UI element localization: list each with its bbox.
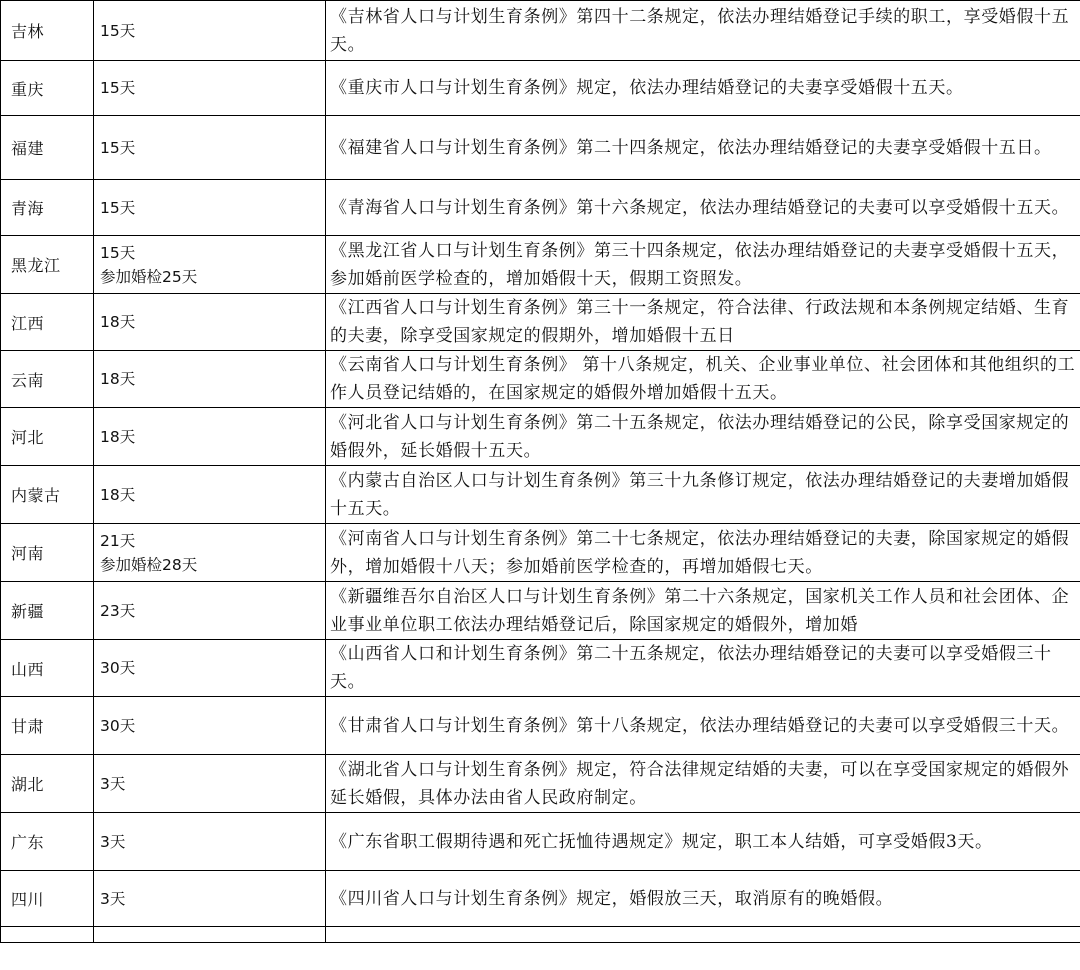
leave-days-text: 15天 bbox=[100, 243, 136, 262]
regulation-description-text: 《甘肃省人口与计划生育条例》第十八条规定，依法办理结婚登记的夫妻可以享受婚假三十天。 bbox=[330, 715, 1070, 736]
table-row bbox=[1, 61, 1080, 116]
province-cell: 江西 bbox=[1, 294, 94, 351]
province-cell: 湖北 bbox=[1, 755, 94, 813]
leave-days-cell bbox=[94, 697, 326, 755]
leave-days-cell bbox=[94, 755, 326, 813]
leave-days-cell bbox=[94, 871, 326, 927]
leave-days-cell bbox=[94, 351, 326, 408]
leave-days-text: 30天 bbox=[100, 716, 136, 735]
province-cell: 广东 bbox=[1, 813, 94, 871]
leave-days-text: 15天 bbox=[100, 138, 136, 157]
table-row bbox=[1, 640, 1080, 697]
table-row bbox=[1, 236, 1080, 294]
table-row bbox=[1, 524, 1080, 582]
regulation-description-cell bbox=[326, 1, 1080, 61]
leave-days-cell bbox=[94, 236, 326, 294]
province-cell bbox=[1, 927, 94, 943]
regulation-description-text: 《四川省人口与计划生育条例》规定，婚假放三天，取消原有的晚婚假。 bbox=[330, 888, 894, 909]
regulation-description-cell bbox=[326, 408, 1080, 466]
province-cell: 河南 bbox=[1, 524, 94, 582]
province-cell: 福建 bbox=[1, 116, 94, 180]
leave-days-text: 3天 bbox=[100, 889, 126, 908]
regulation-description-cell bbox=[326, 351, 1080, 408]
leave-days-text: 15天 bbox=[100, 198, 136, 217]
regulation-description-cell bbox=[326, 697, 1080, 755]
regulation-description-text: 《广东省职工假期待遇和死亡抚恤待遇规定》规定，职工本人结婚，可享受婚假3天。 bbox=[330, 831, 993, 852]
regulation-description-text: 《河北省人口与计划生育条例》第二十五条规定，依法办理结婚登记的公民，除享受国家规定的婚假外，延长婚假十五天。 bbox=[330, 412, 1070, 461]
leave-days-text: 3天 bbox=[100, 774, 126, 793]
table-row bbox=[1, 1, 1080, 61]
regulation-description-cell bbox=[326, 813, 1080, 871]
table-row bbox=[1, 466, 1080, 524]
regulation-description-text: 《黑龙江省人口与计划生育条例》第三十四条规定，依法办理结婚登记的夫妻享受婚假十五天，参加婚前医学检查的，增加婚假十天，假期工资照发。 bbox=[330, 240, 1070, 289]
leave-days-text: 3天 bbox=[100, 832, 126, 851]
table-row bbox=[1, 927, 1080, 943]
leave-days-text: 18天 bbox=[100, 485, 136, 504]
regulation-description-cell bbox=[326, 871, 1080, 927]
province-cell: 重庆 bbox=[1, 61, 94, 116]
regulation-description-cell bbox=[326, 61, 1080, 116]
leave-days-text: 30天 bbox=[100, 659, 136, 677]
leave-days-text: 23天 bbox=[100, 601, 136, 620]
table-row bbox=[1, 755, 1080, 813]
regulation-description-cell bbox=[326, 755, 1080, 813]
leave-days-text: 15天 bbox=[100, 79, 136, 97]
table-row bbox=[1, 871, 1080, 927]
leave-days-text: 21天 bbox=[100, 531, 136, 550]
province-cell: 甘肃 bbox=[1, 697, 94, 755]
table-body bbox=[1, 1, 1080, 943]
table-row bbox=[1, 351, 1080, 408]
table-row bbox=[1, 180, 1080, 236]
leave-days-cell bbox=[94, 294, 326, 351]
regulation-description-text: 《湖北省人口与计划生育条例》规定，符合法律规定结婚的夫妻，可以在享受国家规定的婚假外延长婚假，具体办法由省人民政府制定。 bbox=[330, 759, 1070, 808]
leave-days-text: 15天 bbox=[100, 21, 136, 40]
regulation-description-cell bbox=[326, 582, 1080, 640]
table-row bbox=[1, 408, 1080, 466]
province-cell: 四川 bbox=[1, 871, 94, 927]
province-cell: 黑龙江 bbox=[1, 236, 94, 294]
table-row bbox=[1, 813, 1080, 871]
regulation-description-cell bbox=[326, 927, 1080, 943]
regulation-description-text: 《青海省人口与计划生育条例》第十六条规定，依法办理结婚登记的夫妻可以享受婚假十五天。 bbox=[330, 197, 1070, 218]
leave-days-cell bbox=[94, 180, 326, 236]
leave-days-cell bbox=[94, 116, 326, 180]
leave-days-cell bbox=[94, 408, 326, 466]
leave-days-cell bbox=[94, 61, 326, 116]
regulation-description-cell bbox=[326, 466, 1080, 524]
regulation-description-cell bbox=[326, 294, 1080, 351]
province-cell: 内蒙古 bbox=[1, 466, 94, 524]
regulation-description-text: 《河南省人口与计划生育条例》第二十七条规定，依法办理结婚登记的夫妻，除国家规定的婚假外，增加婚假十八天；参加婚前医学检查的，再增加婚假七天。 bbox=[330, 528, 1070, 577]
leave-days-text: 18天 bbox=[100, 370, 136, 388]
regulation-description-text: 《吉林省人口与计划生育条例》第四十二条规定，依法办理结婚登记手续的职工，享受婚假十五天。 bbox=[330, 6, 1070, 55]
province-cell: 吉林 bbox=[1, 1, 94, 61]
table-row bbox=[1, 116, 1080, 180]
leave-days-cell bbox=[94, 466, 326, 524]
leave-days-text: 参加婚检28天 bbox=[100, 555, 198, 574]
regulation-description-cell bbox=[326, 180, 1080, 236]
leave-days-cell bbox=[94, 582, 326, 640]
leave-days-text: 18天 bbox=[100, 313, 136, 331]
province-cell: 云南 bbox=[1, 351, 94, 408]
leave-days-text: 参加婚检25天 bbox=[100, 267, 198, 286]
regulation-description-text: 《云南省人口与计划生育条例》 第十八条规定，机关、企业事业单位、社会团体和其他组织的工作人员登记结婚的，在国家规定的婚假外增加婚假十五天。 bbox=[330, 355, 1076, 403]
leave-days-cell bbox=[94, 813, 326, 871]
regulation-description-text: 《山西省人口和计划生育条例》第二十五条规定，依法办理结婚登记的夫妻可以享受婚假三十天。 bbox=[330, 644, 1052, 692]
regulation-description-cell bbox=[326, 640, 1080, 697]
regulation-description-text: 《新疆维吾尔自治区人口与计划生育条例》第二十六条规定，国家机关工作人员和社会团体、企业事业单位职工依法办理结婚登记后，除国家规定的婚假外，增加婚 bbox=[330, 586, 1070, 635]
leave-days-cell bbox=[94, 640, 326, 697]
province-cell: 山西 bbox=[1, 640, 94, 697]
table-row bbox=[1, 582, 1080, 640]
regulation-description-cell bbox=[326, 524, 1080, 582]
leave-days-cell bbox=[94, 524, 326, 582]
regulation-description-text: 《福建省人口与计划生育条例》第二十四条规定，依法办理结婚登记的夫妻享受婚假十五日。 bbox=[330, 137, 1052, 158]
leave-days-text: 18天 bbox=[100, 427, 136, 446]
table-row bbox=[1, 294, 1080, 351]
regulation-description-cell bbox=[326, 236, 1080, 294]
regulation-description-cell bbox=[326, 116, 1080, 180]
leave-days-cell bbox=[94, 1, 326, 61]
table-row bbox=[1, 697, 1080, 755]
province-cell: 新疆 bbox=[1, 582, 94, 640]
province-cell: 青海 bbox=[1, 180, 94, 236]
regulation-description-text: 《内蒙古自治区人口与计划生育条例》第三十九条修订规定，依法办理结婚登记的夫妻增加婚假十五天。 bbox=[330, 470, 1070, 519]
regulation-description-text: 《江西省人口与计划生育条例》第三十一条规定，符合法律、行政法规和本条例规定结婚、生育的夫妻，除享受国家规定的假期外，增加婚假十五日 bbox=[330, 298, 1070, 346]
province-cell: 河北 bbox=[1, 408, 94, 466]
regulation-description-text: 《重庆市人口与计划生育条例》规定，依法办理结婚登记的夫妻享受婚假十五天。 bbox=[330, 78, 964, 98]
leave-days-cell bbox=[94, 927, 326, 943]
